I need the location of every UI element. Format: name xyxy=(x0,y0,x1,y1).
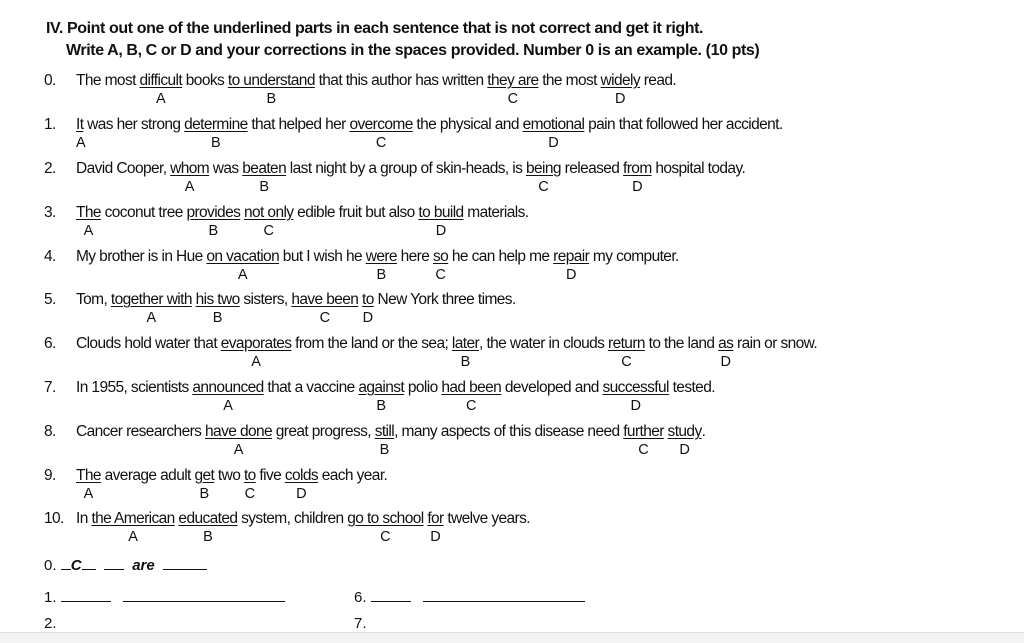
sentence-text: Clouds hold water that xyxy=(76,335,221,352)
question-number: 6. xyxy=(44,335,56,352)
section-title: IV. Point out one of the underlined parts in each sentence that is not correct and get it right. xyxy=(46,20,704,37)
underlined-option-b[interactable] xyxy=(242,160,287,195)
sentence-text: the most xyxy=(538,72,601,89)
option-letter-label: B xyxy=(208,223,219,239)
sentence-text: Tom, xyxy=(76,291,111,308)
option-text: It xyxy=(76,116,84,133)
sentence-text: books xyxy=(182,72,228,89)
option-text: so xyxy=(432,248,449,265)
sentence-text: twelve years. xyxy=(443,510,530,527)
underlined-option-a[interactable] xyxy=(170,160,210,195)
underlined-option-b[interactable] xyxy=(178,510,238,545)
option-letter-label: A xyxy=(237,267,248,283)
question-row xyxy=(44,379,715,419)
underlined-option-d[interactable] xyxy=(718,335,734,370)
option-text: overcome xyxy=(349,116,413,133)
option-letter-label: D xyxy=(548,135,559,151)
sentence-text: , many aspects of this disease need xyxy=(394,423,624,440)
option-text: The xyxy=(76,204,101,221)
option-letter-label: D xyxy=(362,310,374,326)
sentence-text: In xyxy=(76,510,92,527)
underlined-option-b[interactable] xyxy=(358,379,405,414)
answer-correction-blank[interactable] xyxy=(423,587,585,602)
sentence-text: was xyxy=(209,160,243,177)
underlined-option-b[interactable] xyxy=(451,335,480,370)
option-text: evaporates xyxy=(220,335,292,352)
question-number: 0. xyxy=(44,72,56,89)
sentence-text: last night by a group of skin-heads, is xyxy=(286,160,527,177)
underlined-option-b[interactable] xyxy=(227,72,315,107)
underlined-option-c[interactable] xyxy=(608,335,645,370)
underlined-option-c[interactable] xyxy=(243,467,256,502)
question-number: 8. xyxy=(44,423,56,440)
question-row xyxy=(44,72,676,112)
sentence-text: The most xyxy=(76,72,140,89)
sentence-text: was her strong xyxy=(83,116,185,133)
sentence-text: released xyxy=(560,160,624,177)
underlined-option-a[interactable] xyxy=(76,116,86,151)
option-letter-label: B xyxy=(211,135,221,151)
question-row xyxy=(44,510,530,550)
option-letter-label: D xyxy=(630,398,641,414)
option-text: to build xyxy=(418,204,464,221)
underlined-option-c[interactable] xyxy=(432,248,449,283)
option-letter-label: A xyxy=(83,223,94,239)
option-text: whom xyxy=(170,160,210,177)
option-text: The xyxy=(76,467,101,484)
option-letter-label: C xyxy=(507,91,519,107)
sentence-text: In 1955, scientists xyxy=(76,379,193,396)
sentence-text: to the land xyxy=(644,335,719,352)
option-letter-label: D xyxy=(430,529,441,545)
option-letter-label: D xyxy=(565,267,577,283)
option-letter-label: C xyxy=(319,310,331,326)
answer-row-example xyxy=(44,555,207,574)
answer-number: 0. xyxy=(44,557,57,574)
sentence-text: the physical and xyxy=(412,116,523,133)
question-row xyxy=(44,335,817,375)
option-letter-label: B xyxy=(460,354,471,370)
sentence-text: he can help me xyxy=(448,248,554,265)
option-text: later xyxy=(451,335,480,352)
answer-row-6 xyxy=(354,587,585,606)
option-text: for xyxy=(427,510,444,527)
answer-row-7 xyxy=(354,615,367,632)
option-text: from xyxy=(623,160,652,177)
underlined-option-d[interactable] xyxy=(284,467,319,502)
option-text: study xyxy=(667,423,702,440)
answer-blank xyxy=(104,555,124,570)
sentence-text: hospital today. xyxy=(651,160,746,177)
question-number: 10. xyxy=(44,510,64,527)
underlined-option-a[interactable] xyxy=(91,510,175,545)
option-letter-label: A xyxy=(128,529,138,545)
question-row xyxy=(44,467,387,507)
option-letter-label: C xyxy=(621,354,632,370)
answer-number: 2. xyxy=(44,615,57,632)
option-letter-label: B xyxy=(212,310,223,326)
option-text: as xyxy=(718,335,734,352)
question-row xyxy=(44,291,516,331)
option-text: to xyxy=(243,467,256,484)
option-text: not only xyxy=(243,204,294,221)
answer-correction-blank[interactable] xyxy=(123,587,285,602)
option-letter-label: B xyxy=(376,267,387,283)
underlined-option-a[interactable] xyxy=(192,379,264,414)
underlined-option-d[interactable] xyxy=(427,510,444,545)
option-text: have been xyxy=(291,291,359,308)
underlined-option-a[interactable] xyxy=(206,248,280,283)
option-letter-label: A xyxy=(233,442,244,458)
option-text: return xyxy=(608,335,645,352)
answer-letter: C xyxy=(70,557,82,574)
underlined-option-a[interactable] xyxy=(76,204,101,239)
option-letter-label: A xyxy=(76,135,86,151)
option-text: further xyxy=(623,423,664,440)
question-row xyxy=(44,160,745,200)
question-number: 5. xyxy=(44,291,56,308)
bottom-scroll-strip xyxy=(0,632,1024,643)
sentence-text: New York three times. xyxy=(373,291,516,308)
option-text: repair xyxy=(553,248,590,265)
option-text: provides xyxy=(186,204,241,221)
underlined-option-d[interactable] xyxy=(602,379,669,414)
underlined-option-b[interactable] xyxy=(186,204,241,239)
option-text: were xyxy=(365,248,397,265)
option-letter-label: D xyxy=(296,486,307,502)
underlined-option-b[interactable] xyxy=(194,467,215,502)
sentence-text: that this author has written xyxy=(314,72,488,89)
option-text: against xyxy=(358,379,405,396)
option-text: being xyxy=(526,160,561,177)
option-letter-label: C xyxy=(244,486,256,502)
underlined-option-b[interactable] xyxy=(365,248,397,283)
sentence-text: materials. xyxy=(463,204,529,221)
option-text: his two xyxy=(195,291,240,308)
option-text: they are xyxy=(487,72,539,89)
option-letter-label: B xyxy=(376,398,387,414)
option-letter-label: C xyxy=(263,223,274,239)
option-letter-label: B xyxy=(199,486,210,502)
question-number: 3. xyxy=(44,204,56,221)
option-text: beaten xyxy=(242,160,287,177)
sentence-text: average adult xyxy=(100,467,195,484)
option-text: difficult xyxy=(139,72,183,89)
sentence-text: that helped her xyxy=(247,116,350,133)
sentence-text: , the water in clouds xyxy=(479,335,609,352)
option-text: together with xyxy=(110,291,192,308)
option-text: colds xyxy=(284,467,319,484)
question-number: 7. xyxy=(44,379,56,396)
option-letter-label: B xyxy=(259,179,270,195)
sentence-text: pain that followed her accident. xyxy=(584,116,783,133)
underlined-option-b[interactable] xyxy=(184,116,248,151)
option-letter-label: B xyxy=(266,91,277,107)
answer-letter-blank[interactable] xyxy=(371,587,411,602)
option-text: successful xyxy=(602,379,669,396)
underlined-option-c[interactable] xyxy=(243,204,294,239)
option-letter-label: A xyxy=(83,486,94,502)
option-text: to xyxy=(362,291,374,308)
underlined-option-c[interactable] xyxy=(349,116,413,151)
answer-letter-blank[interactable] xyxy=(61,587,111,602)
question-row xyxy=(44,116,783,156)
option-text: the American xyxy=(91,510,175,527)
sentence-text: developed and xyxy=(501,379,603,396)
sentence-text: my computer. xyxy=(589,248,679,265)
underlined-option-d[interactable] xyxy=(362,291,374,326)
option-letter-label: A xyxy=(184,179,195,195)
question-row xyxy=(44,248,679,288)
option-letter-label: C xyxy=(375,135,387,151)
answer-correction: are xyxy=(132,557,155,574)
answer-blank xyxy=(82,555,96,570)
sentence-text: rain or snow. xyxy=(733,335,818,352)
option-letter-label: B xyxy=(379,442,390,458)
option-letter-label: D xyxy=(679,442,690,458)
underlined-option-c[interactable] xyxy=(487,72,539,107)
sentence-text: polio xyxy=(404,379,442,396)
sentence-text: system, children xyxy=(237,510,348,527)
option-text: still xyxy=(374,423,395,440)
answer-blank xyxy=(61,555,71,570)
question-number: 4. xyxy=(44,248,56,265)
option-text: get xyxy=(194,467,215,484)
question-number: 1. xyxy=(44,116,56,133)
option-text: educated xyxy=(178,510,238,527)
option-text: have done xyxy=(205,423,273,440)
option-text: on vacation xyxy=(206,248,280,265)
underlined-option-d[interactable] xyxy=(522,116,585,151)
question-row xyxy=(44,204,528,244)
underlined-option-c[interactable] xyxy=(441,379,502,414)
underlined-option-c[interactable] xyxy=(347,510,424,545)
option-letter-label: D xyxy=(720,354,731,370)
option-text: had been xyxy=(441,379,502,396)
sentence-text: read. xyxy=(640,72,677,89)
underlined-option-a[interactable] xyxy=(220,335,292,370)
option-letter-label: A xyxy=(155,91,166,107)
answer-row-2 xyxy=(44,615,57,632)
option-text: determine xyxy=(184,116,248,133)
underlined-option-c[interactable] xyxy=(526,160,561,195)
option-letter-label: A xyxy=(146,310,157,326)
option-letter-label: B xyxy=(203,529,213,545)
underlined-option-c[interactable] xyxy=(623,423,664,458)
question-number: 2. xyxy=(44,160,56,177)
sentence-text: but I wish he xyxy=(279,248,366,265)
underlined-option-d[interactable] xyxy=(600,72,641,107)
underlined-option-a[interactable] xyxy=(139,72,183,107)
sentence-text: edible fruit but also xyxy=(293,204,419,221)
option-letter-label: D xyxy=(632,179,643,195)
option-letter-label: C xyxy=(638,442,649,458)
answer-number: 7. xyxy=(354,615,367,632)
answer-row-1 xyxy=(44,587,285,606)
underlined-option-d[interactable] xyxy=(623,160,652,195)
option-letter-label: A xyxy=(251,354,261,370)
option-text: go to school xyxy=(347,510,424,527)
sentence-text: from the land or the sea; xyxy=(291,335,452,352)
option-letter-label: C xyxy=(466,398,477,414)
option-letter-label: A xyxy=(223,398,233,414)
sentence-text: great progress, xyxy=(272,423,375,440)
option-letter-label: C xyxy=(538,179,549,195)
sentence-text: five xyxy=(255,467,285,484)
underlined-option-c[interactable] xyxy=(291,291,359,326)
option-text: to understand xyxy=(227,72,315,89)
sentence-text: My brother is in Hue xyxy=(76,248,207,265)
sentence-text: here xyxy=(396,248,433,265)
answer-blank xyxy=(163,555,207,570)
answer-number: 6. xyxy=(354,589,367,606)
sentence-text: . xyxy=(701,423,706,440)
sentence-text: tested. xyxy=(668,379,715,396)
underlined-option-b[interactable] xyxy=(195,291,240,326)
sentence-text: two xyxy=(214,467,244,484)
option-text: announced xyxy=(192,379,264,396)
sentence-text: Cancer researchers xyxy=(76,423,206,440)
option-letter-label: C xyxy=(380,529,391,545)
question-number: 9. xyxy=(44,467,56,484)
option-letter-label: D xyxy=(435,223,447,239)
section-instructions: Write A, B, C or D and your corrections in the spaces provided. Number 0 is an example. (10 pts) xyxy=(66,42,760,59)
underlined-option-d[interactable] xyxy=(553,248,590,283)
underlined-option-d[interactable] xyxy=(667,423,702,458)
sentence-text: each year. xyxy=(318,467,388,484)
underlined-option-a[interactable] xyxy=(205,423,273,458)
underlined-option-b[interactable] xyxy=(374,423,395,458)
sentence-text: coconut tree xyxy=(100,204,187,221)
question-row xyxy=(44,423,705,463)
option-text: widely xyxy=(600,72,641,89)
sentence-text: David Cooper, xyxy=(76,160,171,177)
option-letter-label: C xyxy=(435,267,446,283)
sentence-text: that a vaccine xyxy=(263,379,359,396)
underlined-option-d[interactable] xyxy=(418,204,464,239)
option-letter-label: D xyxy=(615,91,626,107)
answer-number: 1. xyxy=(44,589,57,606)
underlined-option-a[interactable] xyxy=(76,467,101,502)
sentence-text: sisters, xyxy=(239,291,292,308)
underlined-option-a[interactable] xyxy=(110,291,192,326)
option-text: emotional xyxy=(522,116,585,133)
